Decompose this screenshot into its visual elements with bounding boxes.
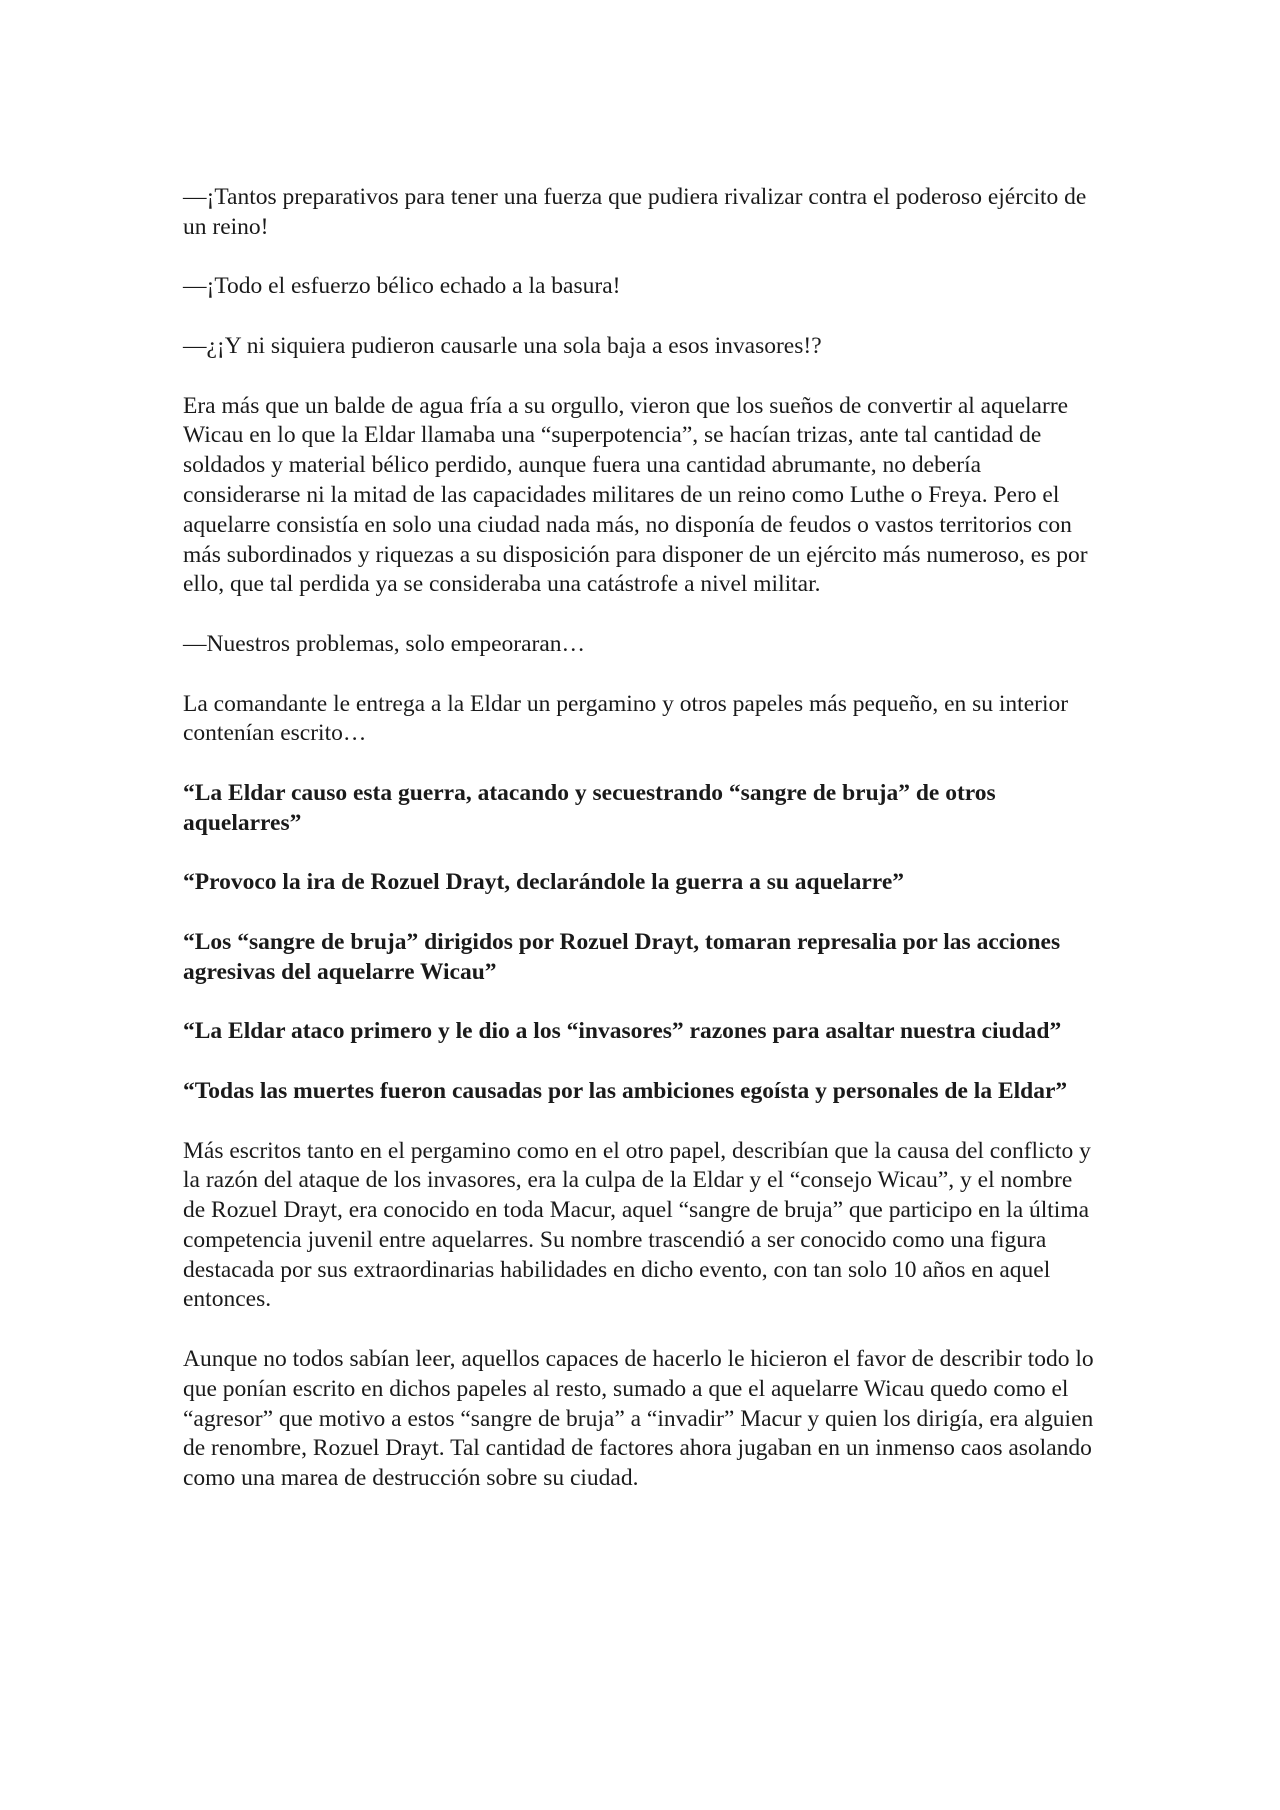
paragraph-quote-5: “Todas las muertes fueron causadas por las ambiciones egoísta y personales de la Eldar” xyxy=(183,1077,1068,1104)
paragraph-narration-4: Aunque no todos sabían leer, aquellos capaces de hacerlo le hicieron el favor de describir todo lo que ponían escrito en dichos papeles al resto, sumado a que el aquelarre Wicau quedo como el “agresor” que motivo a estos “sangre de bruja” a “invadir” Macur y quien los dirigía, era alguien de renombre, Rozuel Drayt. Tal cantidad de factores ahora jugaban en un inmenso caos asolando como una marea de destrucción sobre su ciudad. xyxy=(183,1346,1094,1492)
paragraph-quote-4: “La Eldar ataco primero y le dio a los “invasores” razones para asaltar nuestra ciudad” xyxy=(183,1018,1062,1045)
paragraph-quote-3: “Los “sangre de bruja” dirigidos por Rozuel Drayt, tomaran represalia por las acciones agresivas del aquelarre Wicau” xyxy=(183,928,1061,985)
paragraph-narration-2: La comandante le entrega a la Eldar un pergamino y otros papeles más pequeño, en su interior contenían escrito… xyxy=(183,690,1069,747)
paragraph-dialogue-1: —¡Tantos preparativos para tener una fuerza que pudiera rivalizar contra el poderoso ejército de un reino! xyxy=(183,184,1087,240)
paragraph-narration-3: Más escritos tanto en el pergamino como en el otro papel, describían que la causa del conflicto y la razón del ataque de los invasores, era la culpa de la Eldar y el “consejo Wicau”, y el nombre de Rozuel Drayt, era conocido en toda Macur, aquel “sangre de bruja” que participo en la última competencia juvenil entre aquelarres. Su nombre trascendió a ser conocido como una figura destacada por sus extraordinarias habilidades en dicho evento, con tan solo 10 años en aquel entonces. xyxy=(183,1137,1091,1313)
paragraph-dialogue-3: —¿¡Y ni siquiera pudieron causarle una sola baja a esos invasores!? xyxy=(183,332,822,359)
paragraph-narration-1: Era más que un balde de agua fría a su orgullo, vieron que los sueños de convertir al aquelarre Wicau en lo que la Eldar llamaba una “superpotencia”, se hacían trizas, ante tal cantidad de soldados y material bélico perdido, aunque fuera una cantidad abrumante, no debería considerarse ni la mitad de las capacidades militares de un reino como Luthe o Freya. Pero el aquelarre consistía en solo una ciudad nada más, no disponía de feudos o vastos territorios con más subordinados y riquezas a su disposición para disponer de un ejército más numeroso, es por ello, que tal perdida ya se consideraba una catástrofe a nivel militar. xyxy=(183,392,1088,598)
document-body xyxy=(183,183,1098,1524)
paragraph-quote-2: “Provoco la ira de Rozuel Drayt, declarándole la guerra a su aquelarre” xyxy=(183,869,904,896)
paragraph-quote-1: “La Eldar causo esta guerra, atacando y secuestrando “sangre de bruja” de otros aquelarres” xyxy=(183,779,996,836)
paragraph-dialogue-2: —¡Todo el esfuerzo bélico echado a la basura! xyxy=(183,273,621,300)
paragraph-dialogue-4: —Nuestros problemas, solo empeoraran… xyxy=(183,630,586,657)
